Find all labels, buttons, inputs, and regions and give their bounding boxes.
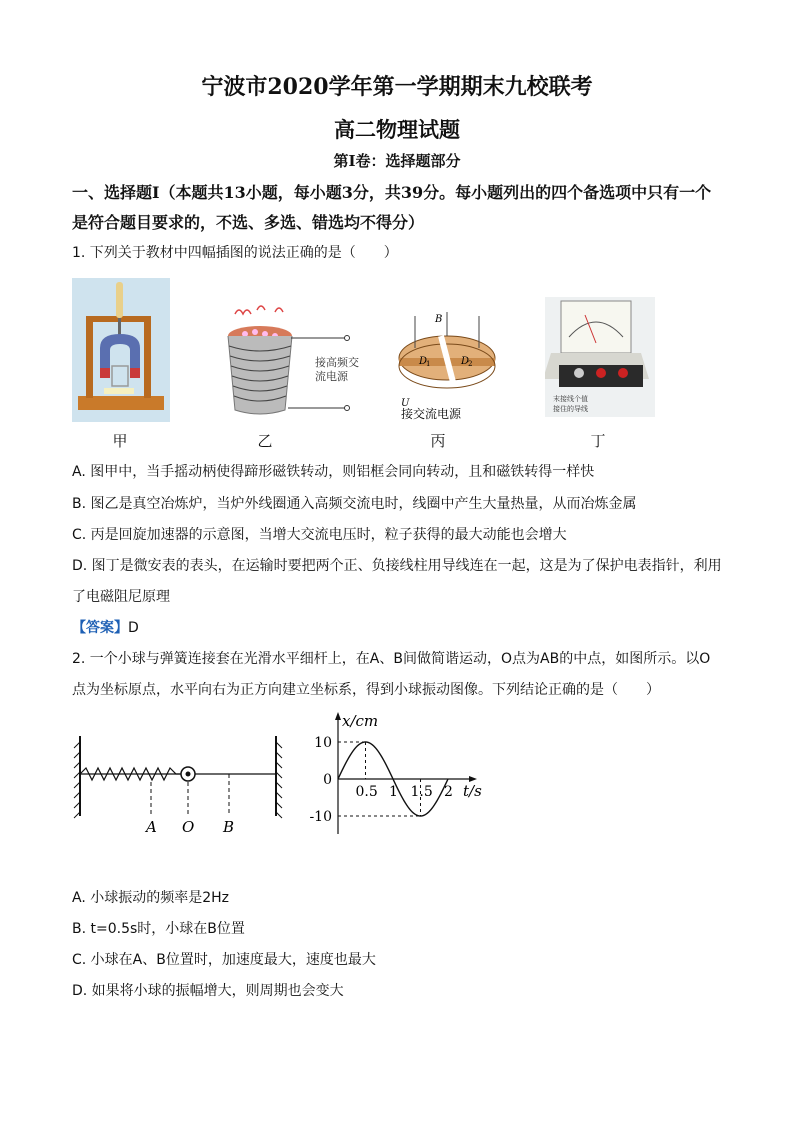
fig-bing-d1-sub: 1 <box>426 360 431 368</box>
y-tick-label: -10 <box>309 809 332 825</box>
q1-answer <box>72 618 732 638</box>
answer-tag: 【答案】 <box>72 620 128 636</box>
part-heading: 第Ⅰ卷：选择题部分 <box>333 152 461 170</box>
figure-label-yi: 乙 <box>257 432 273 450</box>
fig-yi-text-2: 流电源 <box>315 370 348 383</box>
exam-subtitle: 高二物理试题 <box>334 117 460 142</box>
y-axis-label: x/cm <box>342 712 379 730</box>
x-tick-label: 1.5 <box>410 784 433 800</box>
figure-label-ding: 丁 <box>590 432 606 450</box>
q2-stem-line2: 点为坐标原点，水平向右为正方向建立坐标系，得到小球振动图像。下列结论正确的是（ ） <box>72 682 660 698</box>
spring-diagram <box>72 732 292 842</box>
fig-bing-d2-sub: 2 <box>468 360 473 368</box>
section-heading-line2: 是符合题目要求的，不选、多选、错选均不得分） <box>72 213 425 232</box>
x-axis-label: t/s <box>463 782 482 800</box>
exam-title: 宁波市2020学年第一学期期末九校联考 <box>201 74 593 100</box>
q2-option-b: B. t=0.5s时，小球在B位置 <box>72 921 245 937</box>
figure-ding <box>545 297 655 417</box>
x-tick-label: 2 <box>444 784 453 800</box>
q2-option-d: D. 如果将小球的振幅增大，则周期也会变大 <box>72 983 344 999</box>
fig-bing-d1: D <box>419 356 428 367</box>
fig-bing-b: B <box>435 314 443 325</box>
q1-option-a: A. 图甲中，当手摇动柄使得蹄形磁铁转动，则铝框会同向转动，且和磁铁转得一样快 <box>72 464 595 480</box>
spring-label-a: A <box>146 818 157 836</box>
q2-stem-line1: 2. 一个小球与弹簧连接套在光滑水平细杆上，在A、B间做简谐运动，O点为AB的中点，如图所示。以O <box>72 651 711 667</box>
x-tick-label: 1 <box>389 784 398 800</box>
q1-option-d-line2: 了电磁阻尼原理 <box>72 589 170 605</box>
fig-bing-caption: 接交流电源 <box>401 407 462 421</box>
figure-yi <box>205 300 365 420</box>
q1-option-b: B. 图乙是真空冶炼炉，当炉外线圈通入高频交流电时，线圈中产生大量热量，从而冶炼金属 <box>72 496 637 512</box>
q1-option-c: C. 丙是回旋加速器的示意图，当增大交流电压时，粒子获得的最大动能也会增大 <box>72 527 567 543</box>
spring-label-b: B <box>223 818 235 836</box>
spring-label-o: O <box>182 818 195 836</box>
fig-yi-text-1: 接高频交 <box>315 356 359 369</box>
q2-option-a: A. 小球振动的频率是2Hz <box>72 890 230 906</box>
x-tick-label: 0.5 <box>355 784 378 800</box>
fig-bing-u: U <box>401 398 410 409</box>
y-tick-label: 10 <box>314 735 332 751</box>
figure-bing <box>395 308 505 424</box>
q2-option-c: C. 小球在A、B位置时，加速度最大，速度也最大 <box>72 952 376 968</box>
answer-value: D <box>128 620 139 636</box>
fig-bing-d2: D <box>461 356 470 367</box>
y-tick-label: 0 <box>323 772 332 788</box>
fig-ding-text-1: 末接线个值 <box>553 395 588 403</box>
figure-jia <box>72 278 170 422</box>
q1-option-d-line1: D. 图丁是微安表的表头，在运输时要把两个正、负接线柱用导线连在一起，这是为了保护电表指针，利用 <box>72 558 722 574</box>
figure-label-jia: 甲 <box>112 432 128 450</box>
q1-stem: 1. 下列关于教材中四幅插图的说法正确的是（ ） <box>72 245 398 261</box>
fig-ding-text-2: 接住的导线 <box>553 405 588 413</box>
section-heading-line1: 一、选择题Ⅰ（本题共13小题，每小题3分，共39分。每小题列出的四个备选项中只有一个 <box>72 183 712 202</box>
oscillation-chart <box>305 706 505 846</box>
y-axis-arrow <box>335 712 341 720</box>
figure-label-bing: 丙 <box>430 432 446 450</box>
